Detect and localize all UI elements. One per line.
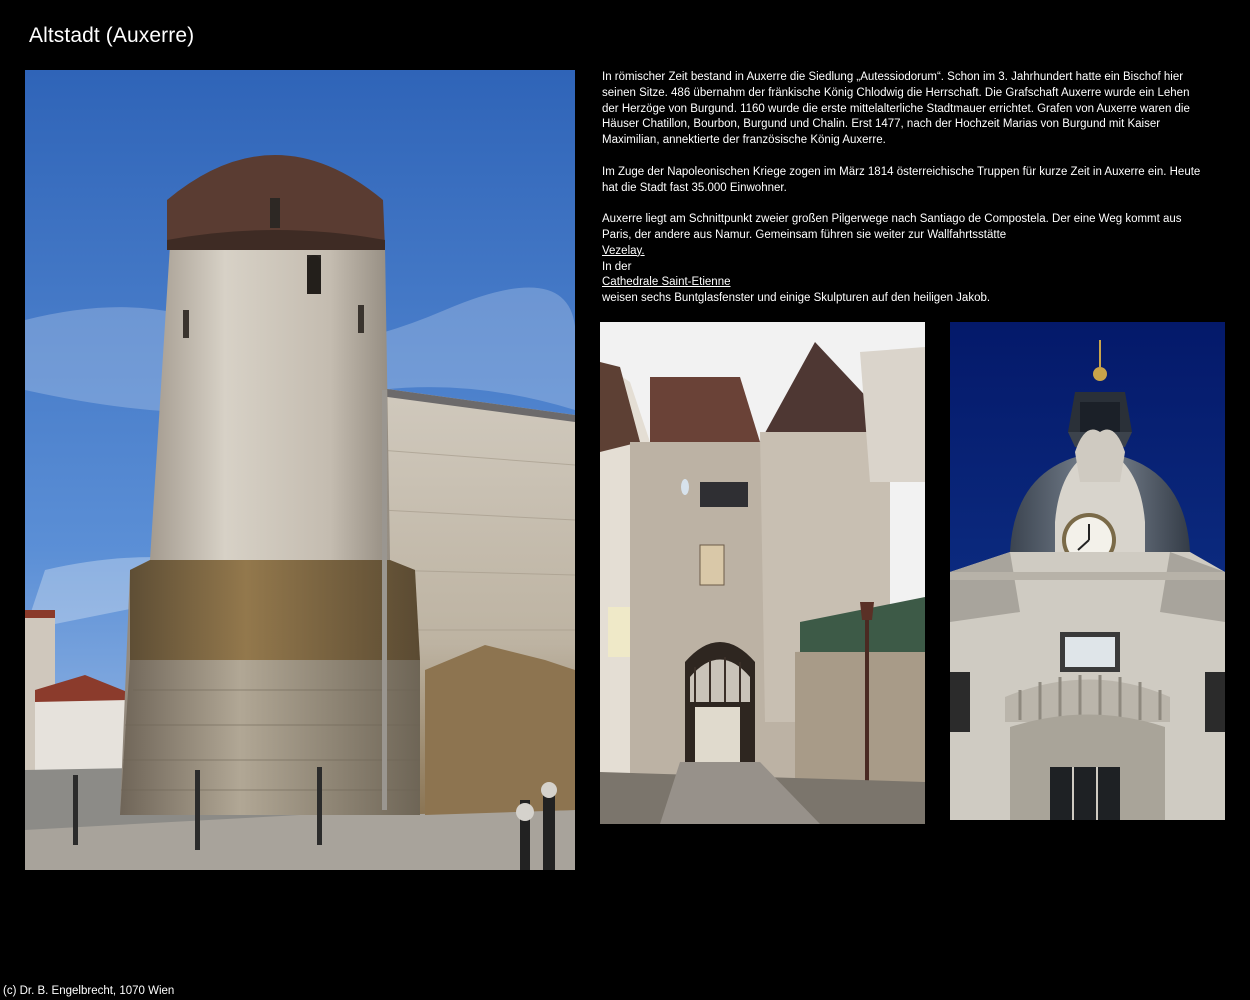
clock-tower-image [950, 322, 1225, 820]
town-gate-photo[interactable] [600, 322, 925, 824]
cathedrale-link[interactable]: Cathedrale Saint-Etienne [602, 276, 731, 289]
napoleonic-paragraph: Im Zuge der Napoleonischen Kriege zogen im März 1814 österreichische Truppen für kurze Zeit in Auxerre ein. Heute hat die Stadt fast 35.000 Einwohner. [602, 165, 1201, 194]
jakob-text: weisen sechs Buntglasfenster und einige Skulpturen auf den heiligen Jakob. [602, 292, 991, 305]
history-paragraph: In römischer Zeit bestand in Auxerre die Siedlung „Autessiodorum“. Schon im 3. Jahrhundert hatte ein Bischof hier seinen Sitze. 486 übernahm der fränkische König Chlodwig die Herrschaft. Die Grafschaft Auxerre wurde ein Lehen der Herzöge von Burgund. 1160 wurde die erste mittelalterliche Stadtmauer errichtet. Grafen von Auxerre waren die Häuser Chatillon, Bourbon, Burgund und Chalin. Erst 1477, nach der Hochzeit Marias von Burgund mit Kaiser Maximilian, annektierte der französische König Auxerre. [602, 71, 1190, 147]
pilgrim-paragraph [602, 212, 1202, 307]
copyright-footer: (c) Dr. B. Engelbrecht, 1070 Wien [3, 985, 175, 997]
article-text [602, 70, 1202, 307]
round-tower-image [25, 70, 575, 870]
page-title: Altstadt (Auxerre) [29, 24, 195, 47]
in-der-text: In der [602, 260, 632, 273]
vezelay-link[interactable]: Vezelay. [602, 244, 645, 257]
round-tower-photo[interactable] [25, 70, 575, 870]
town-gate-image [600, 322, 925, 824]
pilgrim-text: Auxerre liegt am Schnittpunkt zweier großen Pilgerwege nach Santiago de Compostela. Der eine Weg kommt aus Paris, der andere aus Namur. Gemeinsam führen sie weiter zur Wallfahrtsstätte [602, 213, 1182, 241]
clock-tower-photo[interactable] [950, 322, 1225, 820]
